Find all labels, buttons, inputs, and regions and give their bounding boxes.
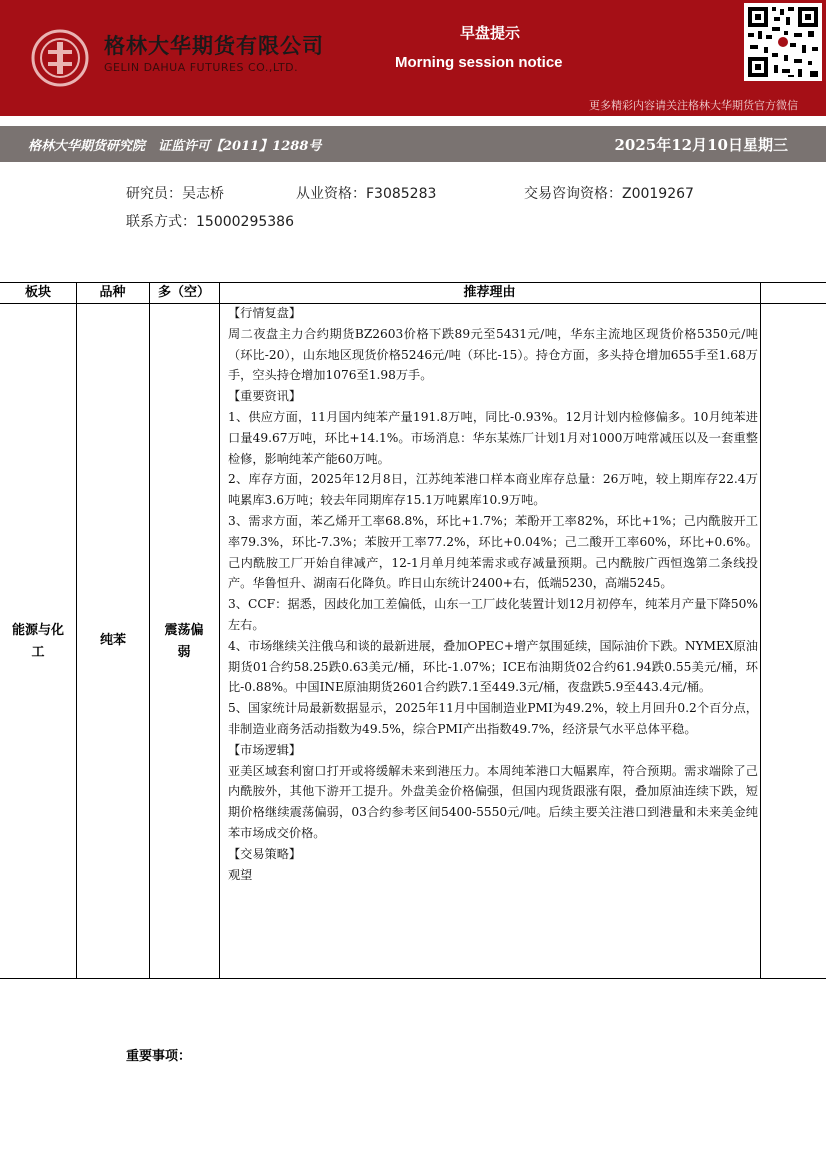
header-reason: 推荐理由 [463,285,516,300]
cell-direction: 震荡偏弱 [164,623,204,660]
report-title-cn: 早盘提示 [460,24,521,42]
sub-header-bar [0,126,826,162]
paragraph: 周二夜盘主力合约期货BZ2603价格下跌89元至5431元/吨，华东主流地区现货价格5350元/吨（环比-20），山东地区现货价格5246元/吨（环比-15）。持仓方面，多头持仓增加655手至1.68万手，空头持仓增加1076至1.98万手。 [228,326,758,383]
reason-text [228,303,758,885]
section-heading: 【市场逻辑】 [228,742,302,757]
report-date: 2025年12月10日星期三 [614,136,788,154]
header-variety: 品种 [99,285,126,300]
paragraph: 5、国家统计局最新数据显示，2025年11月中国制造业PMI为49.2%，较上月回升0.2个百分点，非制造业商务活动指数为49.5%，综合PMI产出指数49.7%，经济景气水平总体平稳。 [228,701,758,736]
institute-license: 格林大华期货研究院 证监许可【2011】1288号 [28,139,322,154]
report-title-en: Morning session notice [395,54,563,71]
paragraph: 3、CCF：据悉，因歧化加工差偏低，山东一工厂歧化装置计划12月初停车，纯苯月产量下降50%左右。 [228,597,758,632]
researcher-name: 研究员：吴志桥 [126,186,224,202]
paragraph: 亚美区域套利窗口打开或将缓解未来到港压力。本周纯苯港口大幅累库，符合预期。需求端除了己内酰胺外，其他下游开工提升。外盘美金价格偏强，但国内现货跟涨有限，叠加原油连续下跌，短期价格继续震荡偏弱，03合约参考区间5400-5550元/吨。后续主要关注港口到港量和未来美金纯苯市场成交价格。 [228,763,758,840]
section-heading: 【重要资讯】 [228,389,302,404]
tagline: 更多精彩内容请关注格林大华期货官方微信 [589,99,798,112]
company-name-en: GELIN DAHUA FUTURES CO.,LTD. [104,61,299,74]
header-direction: 多（空） [157,285,210,300]
company-name-cn: 格林大华期货有限公司 [104,34,324,58]
qr-code-icon [744,3,822,81]
researcher-qualification: 从业资格：F3085283 [296,186,437,202]
header-banner [0,0,826,116]
paragraph: 2、库存方面，2025年12月8日，江苏纯苯港口样本商业库存总量：26万吨，较上期库存22.4万吨累库3.6万吨；较去年同期库存15.1万吨累库10.9万吨。 [228,472,758,508]
researcher-contact: 联系方式：15000295386 [126,214,294,230]
researcher-advisory-qualification: 交易咨询资格：Z0019267 [524,186,694,202]
paragraph: 1、供应方面，11月国内纯苯产量191.8万吨，同比-0.93%。12月计划内检修偏多。10月纯苯进口量49.67万吨，环比+14.1%。市场消息：华东某炼厂计划1月对1000万吨常减压以及一套重整检修，影响纯苯产能60万吨。 [228,409,758,466]
important-notes-label: 重要事项： [126,1049,192,1064]
cell-variety: 纯苯 [99,633,126,648]
header-sector: 板块 [24,285,51,300]
section-heading: 【交易策略】 [228,846,302,861]
company-logo-icon [30,28,90,88]
cell-sector: 能源与化工 [11,623,64,660]
section-heading: 【行情复盘】 [228,306,302,320]
paragraph: 3、需求方面，苯乙烯开工率68.8%，环比+1.7%；苯酚开工率82%，环比+1%；己内酰胺开工率79.3%，环比-7.3%；苯胺开工率77.2%，环比+0.04%；己二酸开工率60%，环比+0.6%。己内酰胺工厂开始自律减产，12-1月单月纯苯需求或存减量预期。己内酰胺广西恒逸第二条线投产。华鲁恒升、湖南石化降负。昨日山东统计2400+右，低端5230，高端5245。 [228,513,758,591]
paragraph: 4、市场继续关注俄乌和谈的最新进展，叠加OPEC+增产氛围延续，国际油价下跌。NYMEX原油期货01合约58.25跌0.63美元/桶，环比-1.07%；ICE布油期货02合约61.94跌0.55美元/桶，环比-0.88%。中国INE原油期货2601合约跌7.1至449.3元/桶，夜盘跌5.9至443.4元/桶。 [228,638,758,695]
paragraph: 观望 [228,867,253,882]
